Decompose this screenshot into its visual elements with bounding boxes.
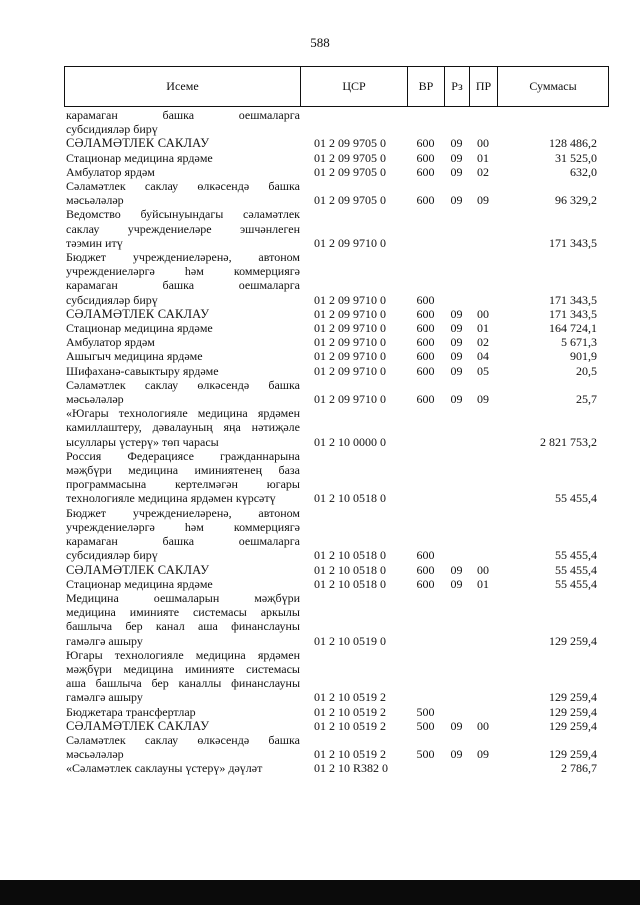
row-pr: 00 — [477, 562, 489, 577]
row-name-line: башлыча бер канал аша финанслауны — [66, 619, 300, 634]
row-name-line: программасына кертелмәгән югары — [66, 477, 300, 492]
row-sum: 55 455,4 — [555, 576, 597, 591]
row-vr — [407, 761, 444, 775]
row-rz — [444, 591, 469, 648]
row-name-line: СӘЛАМӘТЛЕК САКЛАУ — [66, 718, 210, 733]
row-vr — [407, 406, 444, 449]
row-name-line: медицина иминияте системасы аркылы — [66, 605, 300, 620]
row-name — [64, 108, 300, 136]
row-name-line: субсидияләр бирү — [66, 122, 158, 137]
row-sum: 901,9 — [570, 349, 597, 364]
row-pr — [469, 506, 497, 563]
row-rz — [444, 506, 469, 563]
row-vr: 600 — [416, 150, 435, 165]
row-csr: 01 2 10 0519 2 — [314, 718, 386, 733]
row-name-line: СӘЛАМӘТЛЕК САКЛАУ — [66, 306, 210, 321]
row-sum: 171 343,5 — [549, 292, 597, 307]
page-number: 588 — [310, 35, 330, 50]
column-header-csr: ЦСР — [301, 67, 408, 106]
row-pr: 01 — [477, 576, 489, 591]
row-name-line: мәсьәләләр — [66, 747, 124, 762]
table-row — [64, 705, 609, 719]
table-row — [64, 563, 609, 577]
row-pr: 02 — [477, 164, 489, 179]
table-row — [64, 165, 609, 179]
row-rz — [444, 207, 469, 250]
row-name-line: мәҗбүри медицина иминиятенең база — [66, 463, 300, 478]
row-rz: 09 — [450, 562, 463, 577]
row-rz: 09 — [450, 136, 463, 151]
row-name-line: Амбулатор ярдәм — [66, 164, 155, 179]
row-pr — [469, 761, 497, 775]
row-name-line: мәсьәләләр — [66, 193, 124, 208]
row-name — [64, 165, 300, 179]
table-row — [64, 591, 609, 648]
row-name-line: Югары технологияле медицина ярдәмен — [66, 647, 300, 662]
row-pr: 01 — [477, 150, 489, 165]
row-sum: 171 343,5 — [549, 235, 597, 250]
row-rz: 09 — [450, 150, 463, 165]
row-name-line: СӘЛАМӘТЛЕК САКЛАУ — [66, 562, 210, 577]
row-pr — [469, 449, 497, 506]
row-pr: 00 — [477, 306, 489, 321]
row-csr: 01 2 10 0518 0 — [314, 548, 386, 563]
row-name-line: «Сәламәтлек саклауны үстерү» дәүләт — [66, 761, 263, 776]
column-header-rz: Рз — [445, 67, 470, 106]
row-name-line: саклау учреждениеләре эшчәнлеген — [66, 221, 300, 236]
row-vr: 600 — [416, 349, 435, 364]
row-vr — [407, 108, 444, 136]
row-rz — [444, 705, 469, 719]
row-vr — [407, 449, 444, 506]
row-name-line: Сәламәтлек саклау өлкәсендә башка — [66, 179, 300, 194]
row-name-line: мәсьәләләр — [66, 392, 124, 407]
row-name-line: карамаган башка оешмаларга — [66, 534, 300, 549]
row-pr — [469, 250, 497, 307]
row-vr: 600 — [416, 363, 435, 378]
row-name-line: Шифаханә-савыктыру ярдәме — [66, 363, 219, 378]
row-sum: 5 671,3 — [561, 335, 597, 350]
row-pr — [469, 591, 497, 648]
row-sum: 164 724,1 — [549, 321, 597, 336]
row-csr: 01 2 09 9710 0 — [314, 321, 386, 336]
row-rz: 09 — [450, 349, 463, 364]
row-name — [64, 563, 300, 577]
row-rz: 09 — [450, 718, 463, 733]
row-pr: 05 — [477, 363, 489, 378]
row-rz: 09 — [450, 164, 463, 179]
table-row — [64, 136, 609, 150]
row-csr: 01 2 10 0518 0 — [314, 576, 386, 591]
row-vr — [407, 648, 444, 705]
row-name — [64, 250, 300, 307]
row-csr: 01 2 10 0519 2 — [314, 704, 386, 719]
row-name-line: Сәламәтлек саклау өлкәсендә башка — [66, 732, 300, 747]
row-rz — [444, 761, 469, 775]
row-csr: 01 2 10 0519 2 — [314, 690, 386, 705]
row-csr: 01 2 10 0519 0 — [314, 633, 386, 648]
row-name-line: учреждениеләргә һәм коммерциягә — [66, 264, 300, 279]
row-name-line: Стационар медицина ярдәме — [66, 150, 213, 165]
row-name-line: Ашыгыч медицина ярдәме — [66, 349, 203, 364]
row-csr — [300, 108, 407, 136]
row-sum: 129 259,4 — [549, 747, 597, 762]
row-sum: 55 455,4 — [555, 548, 597, 563]
row-csr: 01 2 09 9710 0 — [314, 335, 386, 350]
row-name — [64, 449, 300, 506]
row-pr: 09 — [477, 392, 489, 407]
row-name — [64, 321, 300, 335]
row-name-line: Сәламәтлек саклау өлкәсендә башка — [66, 377, 300, 392]
table-row — [64, 108, 609, 136]
row-name-line: Ведомство буйсынуындагы сәламәтлек — [66, 207, 300, 222]
row-vr: 600 — [416, 335, 435, 350]
row-name — [64, 378, 300, 406]
table-row — [64, 506, 609, 563]
row-rz: 09 — [450, 747, 463, 762]
row-sum: 632,0 — [570, 164, 597, 179]
row-vr: 600 — [416, 562, 435, 577]
row-csr: 01 2 09 9710 0 — [314, 392, 386, 407]
row-sum: 96 329,2 — [555, 193, 597, 208]
row-vr: 500 — [416, 704, 435, 719]
row-name — [64, 349, 300, 363]
row-name-line: «Югары технологияле медицина ярдәмен — [66, 406, 300, 421]
row-rz — [444, 449, 469, 506]
row-csr: 01 2 09 9705 0 — [314, 136, 386, 151]
table-row — [64, 364, 609, 378]
table-row — [64, 335, 609, 349]
row-pr — [469, 207, 497, 250]
row-vr: 500 — [416, 718, 435, 733]
row-pr — [469, 648, 497, 705]
row-name — [64, 364, 300, 378]
row-name-line: СӘЛАМӘТЛЕК САКЛАУ — [66, 136, 210, 151]
row-name — [64, 577, 300, 591]
row-vr: 600 — [416, 164, 435, 179]
table-row — [64, 761, 609, 775]
row-name-line: гамәлгә ашыру — [66, 633, 143, 648]
row-name — [64, 733, 300, 761]
row-csr: 01 2 09 9705 0 — [314, 193, 386, 208]
row-csr: 01 2 09 9710 0 — [314, 349, 386, 364]
row-sum: 55 455,4 — [555, 562, 597, 577]
column-header-sum: Суммасы — [529, 79, 577, 93]
row-csr: 01 2 10 0518 0 — [314, 491, 386, 506]
row-rz: 09 — [450, 306, 463, 321]
row-name-line: аша башлыча бер каналлы финанслауны — [66, 676, 300, 691]
row-rz: 09 — [450, 576, 463, 591]
row-csr: 01 2 10 R382 0 — [314, 761, 389, 776]
row-pr — [469, 406, 497, 449]
row-name-line: субсидияләр бирү — [66, 548, 158, 563]
row-name — [64, 207, 300, 250]
row-rz: 09 — [450, 392, 463, 407]
row-name — [64, 705, 300, 719]
row-csr: 01 2 09 9710 0 — [314, 363, 386, 378]
row-rz — [444, 406, 469, 449]
row-name-line: ысуллары үстерү» төп чарасы — [66, 434, 219, 449]
row-rz: 09 — [450, 363, 463, 378]
row-name-line: Бюджет учреждениеләренә, автоном — [66, 505, 300, 520]
row-rz — [444, 648, 469, 705]
row-sum: 2 821 753,2 — [540, 434, 597, 449]
row-name-line: учреждениеләргә һәм коммерциягә — [66, 519, 300, 534]
table-row — [64, 378, 609, 406]
row-rz: 09 — [450, 335, 463, 350]
row-sum: 31 525,0 — [555, 150, 597, 165]
row-csr: 01 2 09 9705 0 — [314, 164, 386, 179]
column-header-pr: ПР — [470, 67, 498, 106]
row-sum: 129 259,4 — [549, 718, 597, 733]
row-name-line: камиллаштеру, дәвалауның яңа нәтиҗәле — [66, 420, 300, 435]
column-header-name: Исеме — [65, 67, 301, 106]
row-name-line: карамаган башка оешмаларга — [66, 108, 300, 122]
row-rz — [444, 108, 469, 136]
row-pr: 00 — [477, 136, 489, 151]
row-vr: 600 — [416, 576, 435, 591]
row-vr: 600 — [416, 548, 435, 563]
table-header — [64, 66, 609, 107]
row-name-line: Бюджетара трансфертлар — [66, 704, 196, 719]
row-name — [64, 761, 300, 775]
row-csr: 01 2 10 0519 2 — [314, 747, 386, 762]
row-name — [64, 335, 300, 349]
row-name — [64, 648, 300, 705]
row-name-line: субсидияләр бирү — [66, 292, 158, 307]
row-vr — [407, 591, 444, 648]
table-row — [64, 179, 609, 207]
row-pr — [469, 108, 497, 136]
row-vr: 600 — [416, 321, 435, 336]
row-csr: 01 2 09 9710 0 — [314, 235, 386, 250]
row-csr: 01 2 10 0518 0 — [314, 562, 386, 577]
row-name-line: Стационар медицина ярдәме — [66, 321, 213, 336]
row-name-line: тәэмин итү — [66, 235, 123, 250]
row-name-line: Амбулатор ярдәм — [66, 335, 155, 350]
row-pr: 01 — [477, 321, 489, 336]
row-pr — [469, 705, 497, 719]
row-name-line: Стационар медицина ярдәме — [66, 576, 213, 591]
row-pr: 04 — [477, 349, 489, 364]
row-name — [64, 719, 300, 733]
table-row — [64, 207, 609, 250]
table-body — [64, 108, 609, 776]
row-name — [64, 506, 300, 563]
row-name-line: карамаган башка оешмаларга — [66, 278, 300, 293]
table-row — [64, 151, 609, 165]
row-sum: 129 259,4 — [549, 690, 597, 705]
row-vr: 600 — [416, 306, 435, 321]
row-csr: 01 2 10 0000 0 — [314, 434, 386, 449]
row-sum: 129 259,4 — [549, 633, 597, 648]
row-name — [64, 151, 300, 165]
row-pr: 00 — [477, 718, 489, 733]
row-name-line: Бюджет учреждениеләренә, автоном — [66, 250, 300, 265]
table-row — [64, 733, 609, 761]
row-name-line: Медицина оешмаларын мәҗбүри — [66, 590, 300, 605]
row-vr — [407, 207, 444, 250]
row-sum: 2 786,7 — [561, 761, 597, 776]
row-sum: 128 486,2 — [549, 136, 597, 151]
table-row — [64, 349, 609, 363]
row-sum: 171 343,5 — [549, 306, 597, 321]
row-name-line: мәҗбүри медицина иминияте системасы — [66, 661, 300, 676]
row-name — [64, 406, 300, 449]
row-name — [64, 307, 300, 321]
table-row — [64, 307, 609, 321]
row-vr: 600 — [416, 193, 435, 208]
row-csr: 01 2 09 9710 0 — [314, 306, 386, 321]
table-row — [64, 321, 609, 335]
row-sum: 20,5 — [576, 363, 597, 378]
table-row — [64, 250, 609, 307]
row-rz: 09 — [450, 193, 463, 208]
row-sum — [497, 108, 609, 136]
row-pr: 09 — [477, 193, 489, 208]
column-header-vr: ВР — [408, 67, 445, 106]
table-row — [64, 719, 609, 733]
row-csr: 01 2 09 9710 0 — [314, 292, 386, 307]
row-name — [64, 136, 300, 150]
row-name-line: Россия Федерациясе гражданнарына — [66, 448, 300, 463]
row-sum: 129 259,4 — [549, 704, 597, 719]
row-sum: 25,7 — [576, 392, 597, 407]
row-vr: 600 — [416, 392, 435, 407]
row-vr: 600 — [416, 292, 435, 307]
row-vr: 500 — [416, 747, 435, 762]
table-row — [64, 648, 609, 705]
row-rz — [444, 250, 469, 307]
row-name — [64, 591, 300, 648]
table-row — [64, 577, 609, 591]
row-name — [64, 179, 300, 207]
row-pr: 09 — [477, 747, 489, 762]
row-rz: 09 — [450, 321, 463, 336]
row-name-line: технологияле медицина ярдәмен күрсәтү — [66, 491, 276, 506]
row-name-line: гамәлгә ашыру — [66, 690, 143, 705]
row-vr: 600 — [416, 136, 435, 151]
row-csr: 01 2 09 9705 0 — [314, 150, 386, 165]
table-row — [64, 449, 609, 506]
scan-bottom-edge — [0, 880, 640, 905]
row-pr: 02 — [477, 335, 489, 350]
table-row — [64, 406, 609, 449]
row-sum: 55 455,4 — [555, 491, 597, 506]
